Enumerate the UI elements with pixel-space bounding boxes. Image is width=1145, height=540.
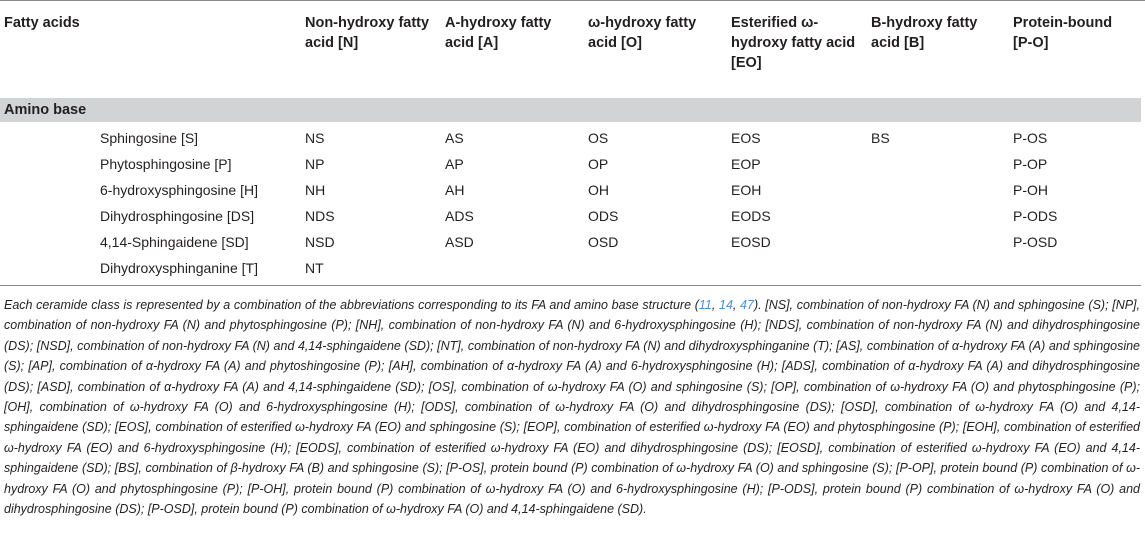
cell-a: AH (445, 182, 465, 198)
cell-n: NS (305, 130, 325, 146)
cell-n: NSD (305, 234, 335, 250)
cell-n: NH (305, 182, 326, 198)
cell-po: P-OSD (1013, 234, 1058, 250)
header-b-hydroxy: B-hydroxy fatty acid [B] (871, 15, 978, 51)
cell-b: BS (871, 130, 890, 146)
cell-o: OP (588, 156, 609, 172)
footnote-separator: , (711, 298, 719, 312)
table-footnote (4, 295, 1140, 519)
cell-a: AP (445, 156, 464, 172)
reference-link[interactable]: 47 (740, 298, 754, 312)
row-label: 4,14-Sphingaidene [SD] (100, 234, 249, 250)
cell-o: OSD (588, 234, 619, 250)
row-label: 6-hydroxysphingosine [H] (100, 182, 258, 198)
header-omega-hydroxy: ω-hydroxy fatty acid [O] (588, 15, 697, 51)
reference-link[interactable]: 14 (719, 298, 733, 312)
cell-a: ASD (445, 234, 474, 250)
cell-po: P-OS (1013, 130, 1048, 146)
header-fatty-acids: Fatty acids (4, 15, 80, 31)
cell-eo: EOS (731, 130, 761, 146)
reference-link[interactable]: 11 (698, 298, 712, 312)
cell-o: ODS (588, 208, 619, 224)
table-row (0, 128, 1145, 154)
table-bottom-rule (0, 285, 1141, 286)
header-esterified: Esterified ω-hydroxy fatty acid [EO] (731, 15, 856, 71)
cell-eo: EOP (731, 156, 761, 172)
row-label: Sphingosine [S] (100, 130, 199, 146)
table-row (0, 206, 1145, 232)
section-bar-amino-base (0, 98, 1141, 122)
table-header (0, 0, 1145, 93)
cell-po: P-OH (1013, 182, 1048, 198)
header-non-hydroxy: Non-hydroxy fatty acid [N] (305, 15, 430, 51)
cell-n: NDS (305, 208, 335, 224)
table-row (0, 180, 1145, 206)
row-label: Dihydroxysphinganine [T] (100, 260, 258, 276)
row-label: Dihydrosphingosine [DS] (100, 208, 255, 224)
table-row (0, 154, 1145, 180)
cell-a: AS (445, 130, 464, 146)
cell-eo: EOH (731, 182, 762, 198)
header-a-hydroxy: A-hydroxy fatty acid [A] (445, 15, 552, 51)
cell-po: P-OP (1013, 156, 1048, 172)
footnote-separator: , (732, 298, 741, 312)
cell-po: P-ODS (1013, 208, 1058, 224)
cell-o: OS (588, 130, 609, 146)
footnote-body: ). [NS], combination of non-hydroxy FA (N) and sphingosine (S); [NP], combination of non-hydroxy FA (N) and phytosphingosine (P); [NH], combination of non-hydroxy FA (N) and 6-hydroxysphingosine (H); [NDS], combination of non-hydroxy FA (N) and dihydrosphingosine (DS); [NSD], combination of non-hydroxy FA (N) and 4,14-sphingaidene (SD); [NT], combination of non-hydroxy FA (N) and dihydroxysphinganine (T); [AS], combination of α-hydroxy FA (A) and sphingosine (S); [AP], combination of α-hydroxy FA (A) and phytoshingosine (P); [AH], combination of α-hydroxy FA (A) and 6-hydroxysphingosine (H); [ADS], combination of α-hydroxy FA (A) and dihydrosphingosine (DS); [ASD], combination of α-hydroxy FA (A) and 4,14-sphingaidene (SD); [OS], combination of ω-hydroxy FA (O) and sphingosine (S); [OP], combination of ω-hydroxy FA (O) and phytosphingosine (P); [OH], combination of ω-hydroxy FA (O) and 6-hydroxysphingosine (H); [ODS], combination of ω-hydroxy FA (O) and dihydrosphingosine (DS); [OSD], combination of ω-hydroxy FA (O) and 4,14-sphingaidene (SD); [EOS], combination of esterified ω-hydroxy FA (EO) and sphingosine (S); [EOP], combination of esterified ω-hydroxy FA (EO) and phytosphingosine (P); [EOH], combination of esterified ω-hydroxy FA (EO) and 6-hydroxysphingosine (H); [EODS], combination of esterified ω-hydroxy FA (EO) and dihydrosphingosine (DS); [EOSD], combination of esterified ω-hydroxy FA (EO) and 4,14-sphingaidene (SD); [BS], combination of β-hydroxy FA (B) and sphingosine (S); [P-OS], protein bound (P) combination of ω-hydroxy FA (O) and sphingosine (S); [P-OP], protein bound (P) combination of ω-hydroxy FA (O) and phytosphingosine (P); [P-OH], protein bound (P) combination of ω-hydroxy FA (O) and 6-hydroxysphingosine (H); [P-ODS], protein bound (P) combination of ω-hydroxy FA (O) and dihydrosphingosine (DS); [P-OSD], protein bound (P) combination of ω-hydroxy FA (O) and 4,14-sphingaidene (SD). (4, 298, 1140, 517)
header-protein-bound: Protein-bound [P-O] (1013, 15, 1113, 51)
footnote-intro: Each ceramide class is represented by a combination of the abbreviations corresponding to its FA and amino base structure ( (4, 298, 699, 312)
cell-n: NP (305, 156, 325, 172)
cell-eo: EODS (731, 208, 771, 224)
cell-a: ADS (445, 208, 474, 224)
table-row (0, 258, 1145, 284)
row-label: Phytosphingosine [P] (100, 156, 232, 172)
table-row (0, 232, 1145, 258)
cell-o: OH (588, 182, 609, 198)
cell-n: NT (305, 260, 324, 276)
section-label: Amino base (4, 102, 87, 118)
cell-eo: EOSD (731, 234, 771, 250)
